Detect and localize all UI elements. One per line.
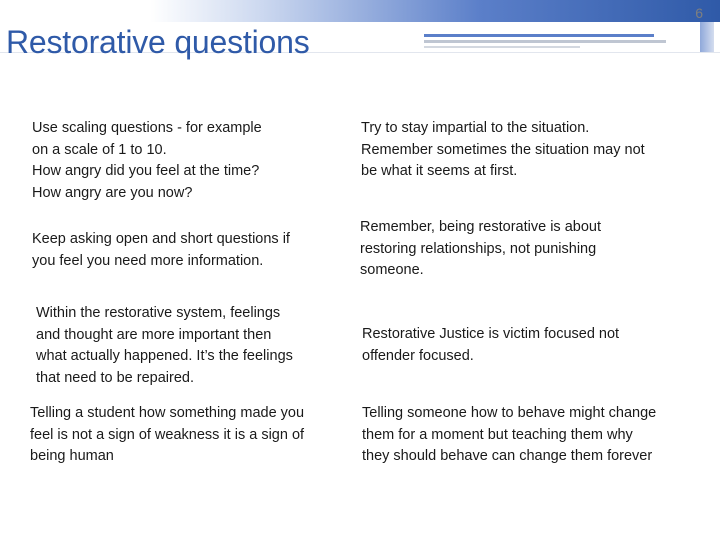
slide-title: Restorative questions [6,24,310,60]
text-line: Try to stay impartial to the situation. [361,120,590,136]
text-line: what actually happened. It’s the feelings [36,348,293,364]
text-line: they should behave can change them forever [362,448,653,464]
text-line: How angry did you feel at the time? [32,163,260,179]
text-line: you feel you need more information. [32,252,264,269]
text-line: offender focused. [362,347,474,364]
text-line: being human [30,448,114,464]
header-right-tab [700,22,714,52]
text-line: Restorative Justice is victim focused not [362,326,620,342]
text-line: Keep asking open and short questions if [32,231,290,247]
text-line: that need to be repaired. [36,369,195,386]
text-block-restoring-relationships [360,217,660,282]
text-line: on a scale of 1 to 10. [32,141,167,158]
text-line: How angry are you now? [32,184,193,201]
text-block-open-questions [32,229,337,272]
text-line: them for a moment but teaching them why [362,426,633,443]
text-line: be what it seems at first. [361,163,518,179]
text-line: Remember, being restorative is about [360,219,601,235]
text-block-feelings [36,303,346,389]
header-accent-line [424,34,654,37]
header-gray-line [424,40,666,43]
header-gradient-bar [0,0,720,22]
text-line: Telling a student how something made you [30,405,305,421]
text-line: feel is not a sign of weakness it is a sign of [30,426,305,443]
text-block-scaling-questions [32,118,322,204]
page-number: 6 [695,5,703,21]
text-line: Telling someone how to behave might change [362,405,657,421]
text-line: Use scaling questions - for example [32,120,262,136]
text-line: Within the restorative system, feelings [36,305,281,321]
text-block-victim-focused [362,324,672,367]
text-block-being-human [30,403,355,468]
text-block-teaching-why [362,403,707,468]
text-line: Remember sometimes the situation may not [361,141,645,158]
text-block-impartial [361,118,701,183]
text-line: someone. [360,262,424,278]
text-line: restoring relationships, not punishing [360,240,597,257]
text-line: and thought are more important then [36,326,272,343]
header-gray-line-short [424,46,580,48]
